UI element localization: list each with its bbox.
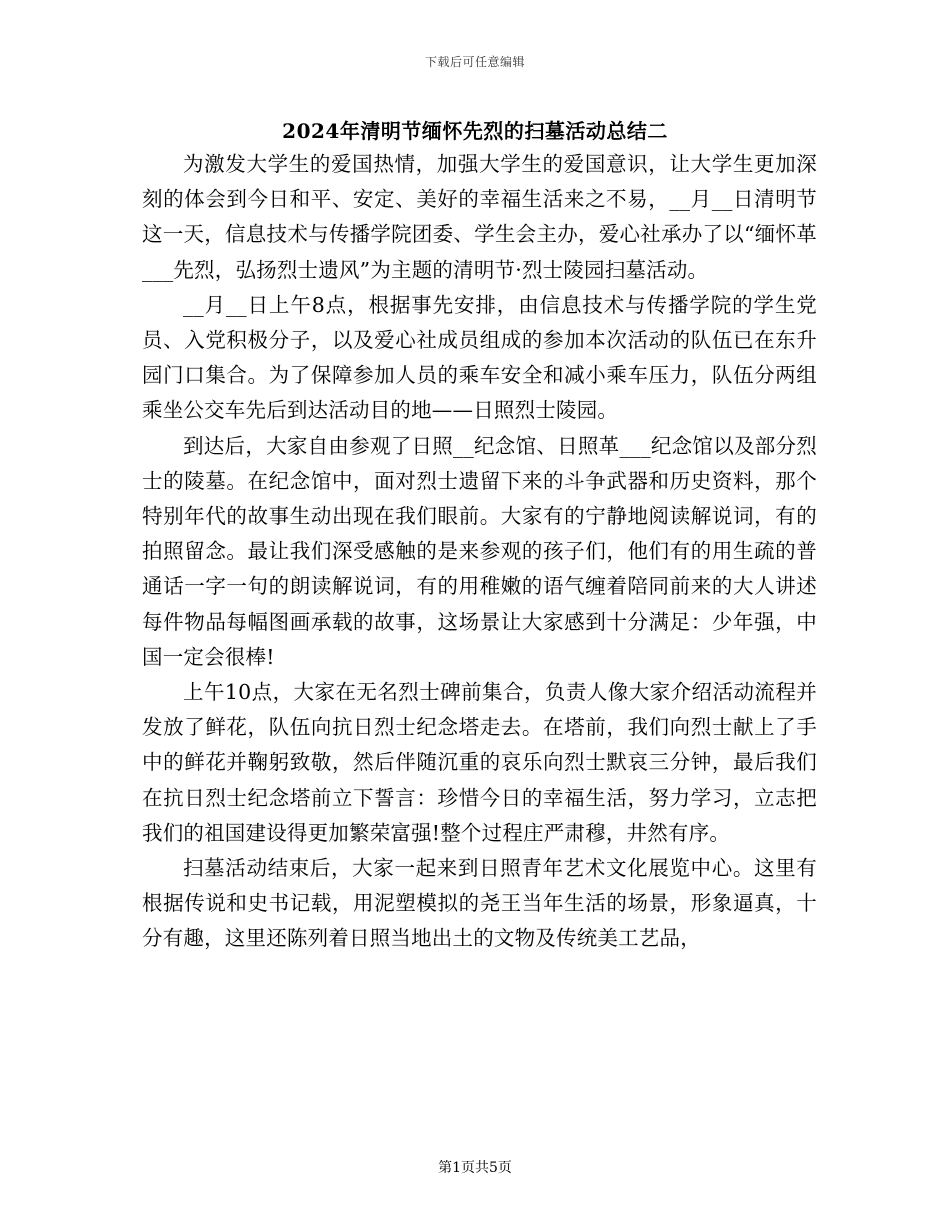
- paragraph: 扫墓活动结束后，大家一起来到日照青年艺术文化展览中心。这里有根据传说和史书记载，用泥塑模拟的尧王当年生活的场景，形象逼真，十分有趣，这里还陈列着日照当地出土的文物及传统美工艺品，: [142, 856, 817, 951]
- document-body: [142, 147, 817, 957]
- paragraph: __月__日上午8点，根据事先安排，由信息技术与传播学院的学生党员、入党积极分子，以及爱心社成员组成的参加本次活动的队伍已在东升园门口集合。为了保障参加人员的乘车安全和减小乘车压力，队伍分两组乘坐公交车先后到达活动目的地——日照烈士陵园。: [142, 292, 817, 423]
- paragraph: 为激发大学生的爱国热情，加强大学生的爱国意识，让大学生更加深刻的体会到今日和平、安定、美好的幸福生活来之不易，__月__日清明节这一天，信息技术与传播学院团委、学生会主办，爱心社承办了以“缅怀革___先烈，弘扬烈士遗风”为主题的清明节·烈士陵园扫墓活动。: [142, 152, 817, 282]
- page-number: 第1页共5页: [438, 1160, 512, 1176]
- document-title: 2024年清明节缅怀先烈的扫墓活动总结二: [282, 119, 668, 143]
- paragraph: 到达后，大家自由参观了日照__纪念馆、日照革___纪念馆以及部分烈士的陵墓。在纪念馆中，面对烈士遗留下来的斗争武器和历史资料，那个特别年代的故事生动出现在我们眼前。大家有的宁静地阅读解说词，有的拍照留念。最让我们深受感触的是来参观的孩子们，他们有的用生疏的普通话一字一句的朗读解说词，有的用稚嫩的语气缠着陪同前来的大人讲述每件物品每幅图画承载的故事，这场景让大家感到十分满足：少年强，中国一定会很棒!: [142, 433, 817, 669]
- paragraph: 上午10点，大家在无名烈士碑前集合，负责人像大家介绍活动流程并发放了鲜花，队伍向抗日烈士纪念塔走去。在塔前，我们向烈士献上了手中的鲜花并鞠躬致敬，然后伴随沉重的哀乐向烈士默哀三分钟，最后我们在抗日烈士纪念塔前立下誓言：珍惜今日的幸福生活，努力学习，立志把我们的祖国建设得更加繁荣富强!整个过程庄严肃穆，井然有序。: [142, 680, 817, 845]
- header-note: 下载后可任意编辑: [424, 55, 525, 69]
